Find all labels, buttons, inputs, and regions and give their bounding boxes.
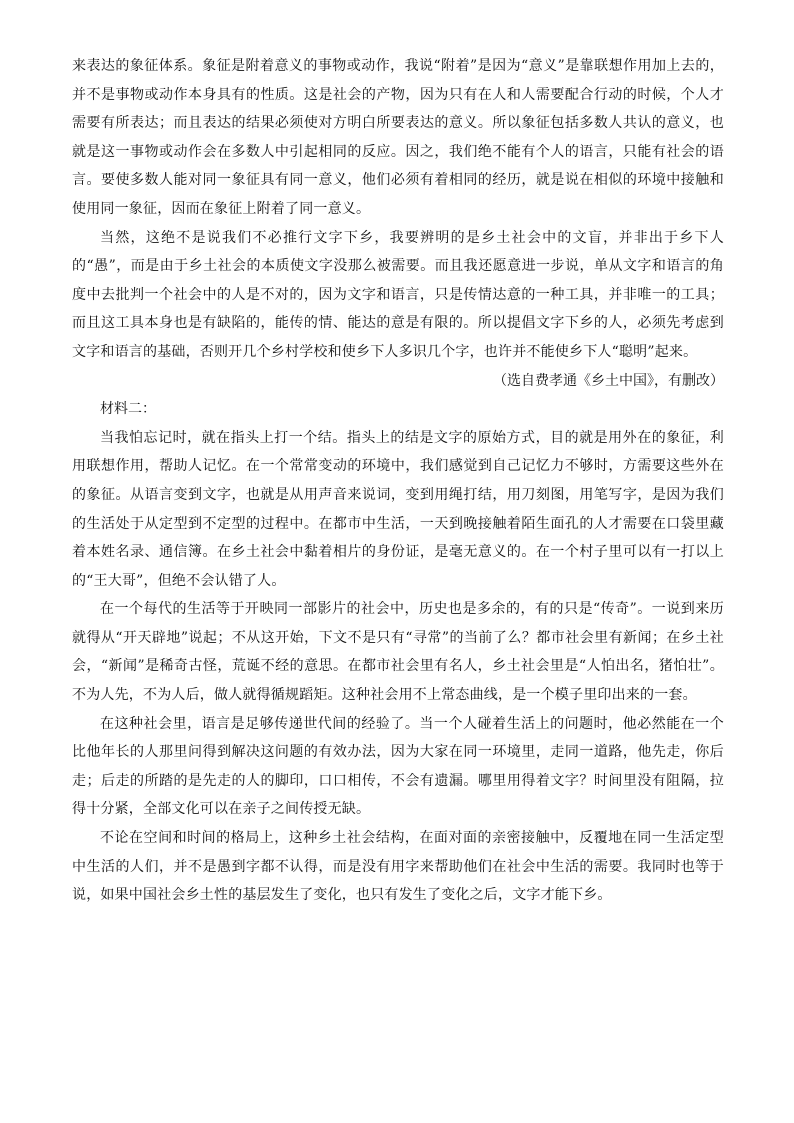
document-page [72, 52, 724, 910]
material1-continued-paragraph-1: 来表达的象征体系。象征是附着意义的事物或动作，我说“附着”是因为“意义”是靠联想作用加上去的，并不是事物或动作本身具有的性质。这是社会的产物，因为只有在人和人需要配合行动的时候，个人才需要有所表达；而且表达的结果必须使对方明白所要表达的意义。所以象征包括多数人共认的意义，也就是这一事物或动作会在多数人中引起相同的反应。因之，我们绝不能有个人的语言，只能有社会的语言。要使多数人能对同一象征具有同一意义，他们必须有着相同的经历，就是说在相似的环境中接触和使用同一象征，因而在象征上附着了同一意义。 [72, 58, 724, 217]
material1-continued-paragraph-2: 当然，这绝不是说我们不必推行文字下乡，我要辨明的是乡土社会中的文盲，并非出于乡下人的“愚”，而是由于乡土社会的本质使文字没那么被需要。而且我还愿意进一步说，单从文字和语言的角度中去批判一个社会中的人是不对的，因为文字和语言，只是传情达意的一种工具，并非唯一的工具；而且这工具本身也是有缺陷的，能传的情、能达的意是有限的。所以提倡文字下乡的人，必须先考虑到文字和语言的基础，否则开几个乡村学校和使乡下人多识几个字，也许并不能使乡下人“聪明”起来。 [72, 229, 724, 360]
material2-paragraph-1: 当我怕忘记时，就在指头上打一个结。指头上的结是文字的原始方式，目的就是用外在的象征，利用联想作用，帮助人记忆。在一个常常变动的环境中，我们感觉到自己记忆力不够时，方需要这些外在的象征。从语言变到文字，也就是从用声音来说词，变到用绳打结，用刀刻图，用笔写字，是因为我们的生活处于从定型到不定型的过程中。在都市中生活，一天到晚接触着陌生面孔的人才需要在口袋里藏着本姓名录、通信簿。在乡土社会中黏着相片的身份证，是毫无意义的。在一个村子里可以有一打以上的“王大哥”，但绝不会认错了人。 [72, 429, 724, 589]
material2-paragraph-2: 在一个每代的生活等于开映同一部影片的社会中，历史也是多余的，有的只是“传奇”。一说到来历就得从“开天辟地”说起；不从这开始，下文不是只有“寻常”的当前了么？都市社会里有新闻；在乡土社会，“新闻”是稀奇古怪，荒诞不经的意思。在都市社会里有名人，乡土社会里是“人怕出名，猪怕壮”。不为人先，不为人后，做人就得循规蹈矩。这种社会用不上常态曲线，是一个模子里印出来的一套。 [72, 601, 724, 704]
material2-paragraph-3: 在这种社会里，语言是足够传递世代间的经验了。当一个人碰着生活上的问题时，他必然能在一个比他年长的人那里问得到解决这问题的有效办法，因为大家在同一环境里，走同一道路，他先走，你后走；后走的所踏的是先走的人的脚印，口口相传，不会有遗漏。哪里用得着文字？时间里没有阻隔，拉得十分紧，全部文化可以在亲子之间传授无缺。 [72, 715, 724, 818]
material2-paragraph-4: 不论在空间和时间的格局上，这种乡土社会结构，在面对面的亲密接触中，反覆地在同一生活定型中生活的人们，并不是愚到字都不认得，而是没有用字来帮助他们在社会中生活的需要。我同时也等于说，如果中国社会乡土性的基层发生了变化，也只有发生了变化之后，文字才能下乡。 [72, 830, 724, 904]
material2-label: 材料二： [100, 401, 156, 418]
source-note: （选自费孝通《乡土中国》，有删改） [493, 372, 724, 389]
